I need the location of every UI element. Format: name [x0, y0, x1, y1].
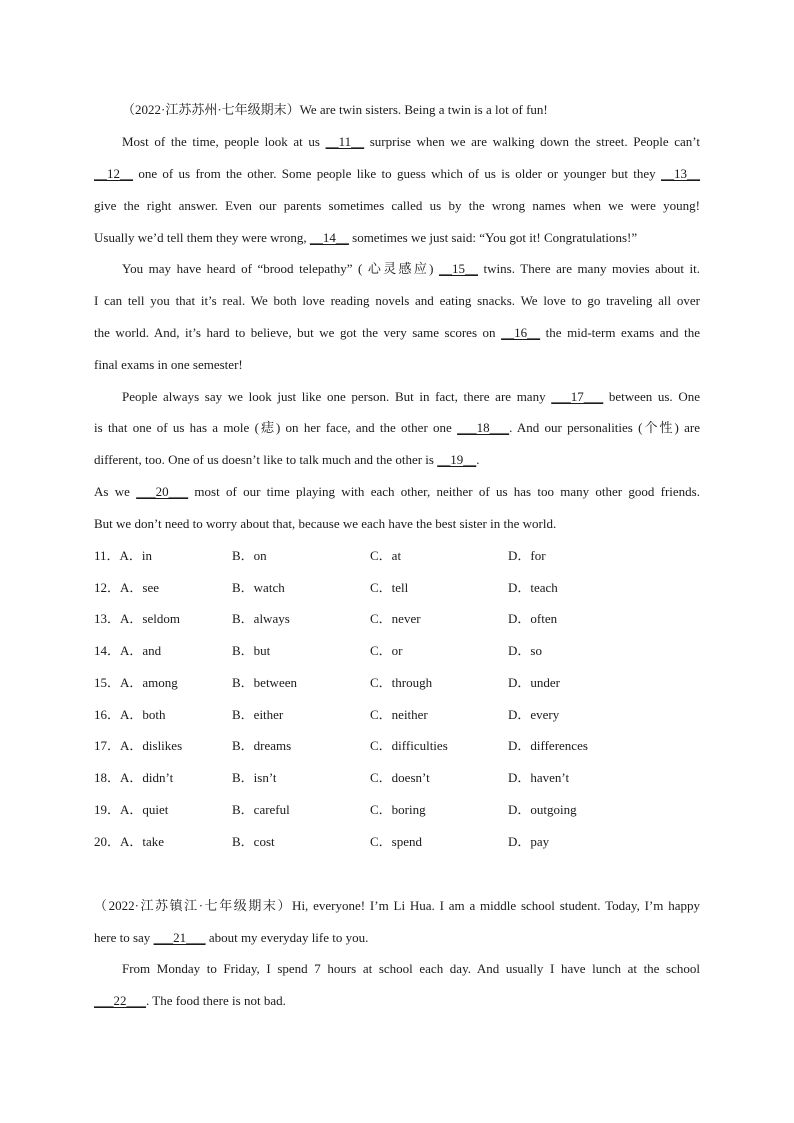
passage-text: twins. There are many movies about it. — [478, 261, 700, 276]
option-a[interactable]: A．in — [119, 548, 153, 563]
passage-text: is that one of us has a mole (痣) on her face, and the other one — [94, 420, 458, 435]
passage1-line — [94, 325, 700, 341]
option-c[interactable]: C．or — [370, 643, 403, 658]
passage1-line — [94, 420, 700, 436]
passage1-line — [122, 134, 700, 150]
option-d[interactable]: D．every — [508, 707, 560, 722]
passage-text: most of our time playing with each other, neither of us has too many other good friends. — [188, 484, 700, 499]
option-a[interactable]: A．and — [120, 643, 162, 658]
option-c[interactable]: C．boring — [370, 802, 426, 817]
passage1-line — [94, 166, 700, 182]
option-b[interactable]: B．always — [232, 611, 290, 626]
answer-blank: ___17___ — [551, 389, 604, 404]
passage1-line — [94, 516, 700, 532]
option-c[interactable]: C．through — [370, 675, 433, 690]
passage-text: I can tell you that it’s real. We both love reading novels and eating snacks. We love to go traveling all over — [94, 293, 700, 308]
question-number: 16． — [94, 707, 121, 722]
passage-text: （2022·江苏苏州·七年级期末）We are twin sisters. Being a twin is a lot of fun! — [122, 102, 548, 117]
option-a[interactable]: A．quiet — [120, 802, 169, 817]
answer-blank: ___20___ — [136, 484, 189, 499]
passage-text: final exams in one semester! — [94, 357, 243, 372]
passage1-line — [122, 261, 700, 277]
question-row — [94, 834, 654, 850]
option-c[interactable]: C．tell — [370, 580, 409, 595]
passage-text: Most of the time, people look at us — [122, 134, 326, 149]
passage-text: between us. One — [603, 389, 700, 404]
question-row — [94, 548, 654, 564]
passage-text: Usually we’d tell them they were wrong, — [94, 230, 310, 245]
question-number-and-option-a — [94, 707, 166, 723]
question-number: 18． — [94, 770, 121, 785]
passage-text: But we don’t need to worry about that, because we each have the best sister in the world. — [94, 516, 557, 531]
answer-blank: __15__ — [439, 261, 478, 276]
option-b[interactable]: B．dreams — [232, 738, 292, 753]
passage1-line — [94, 230, 700, 246]
option-b[interactable]: B．careful — [232, 802, 290, 817]
option-b[interactable]: B．cost — [232, 834, 275, 849]
passage1-line — [94, 293, 700, 309]
passage1-line — [122, 389, 700, 405]
option-c[interactable]: C．at — [370, 548, 402, 563]
option-c[interactable]: C．doesn’t — [370, 770, 430, 785]
option-b[interactable]: B．on — [232, 548, 267, 563]
passage1-intro — [122, 102, 700, 118]
passage2-intro — [94, 898, 700, 914]
question-number: 13． — [94, 611, 121, 626]
question-row — [94, 770, 654, 786]
question-number-and-option-a — [94, 580, 159, 596]
option-a[interactable]: A．take — [120, 834, 165, 849]
question-number: 17． — [94, 738, 121, 753]
answer-blank: ___18___ — [457, 420, 510, 435]
answer-blank: __13__ — [661, 166, 700, 181]
option-d[interactable]: D．for — [508, 548, 546, 563]
passage-text: People always say we look just like one person. But in fact, there are many — [122, 389, 552, 404]
passage-text: sometimes we just said: “You got it! Congratulations!” — [348, 230, 638, 245]
passage2-line — [122, 961, 700, 977]
answer-blank: __12__ — [94, 166, 133, 181]
question-number-and-option-a — [94, 738, 182, 754]
answer-blank: __11__ — [325, 134, 365, 149]
question-row — [94, 580, 654, 596]
question-row — [94, 707, 654, 723]
option-c[interactable]: C．neither — [370, 707, 428, 722]
passage-text: surprise when we are walking down the street. People can’t — [364, 134, 700, 149]
passage-text: here to say — [94, 930, 154, 945]
question-number-and-option-a — [94, 611, 180, 627]
question-number-and-option-a — [94, 802, 168, 818]
option-b[interactable]: B．either — [232, 707, 284, 722]
passage-text: . The food there is not bad. — [146, 993, 286, 1008]
passage-text: As we — [94, 484, 137, 499]
answer-blank: __16__ — [501, 325, 541, 340]
passage1-line — [94, 198, 700, 214]
option-d[interactable]: D．often — [508, 611, 558, 626]
option-a[interactable]: A．both — [120, 707, 166, 722]
question-row — [94, 738, 654, 754]
option-a[interactable]: A．among — [120, 675, 178, 690]
passage-text: about my everyday life to you. — [205, 930, 369, 945]
question-number: 12． — [94, 580, 121, 595]
question-number-and-option-a — [94, 643, 161, 659]
option-d[interactable]: D．haven’t — [508, 770, 570, 785]
option-d[interactable]: D．outgoing — [508, 802, 577, 817]
option-b[interactable]: B．watch — [232, 580, 285, 595]
passage-text: the mid-term exams and the — [540, 325, 700, 340]
question-row — [94, 643, 654, 659]
option-b[interactable]: B．isn’t — [232, 770, 277, 785]
passage-text: From Monday to Friday, I spend 7 hours at school each day. And usually I have lunch at the school — [122, 961, 700, 976]
option-d[interactable]: D．teach — [508, 580, 558, 595]
option-a[interactable]: A．seldom — [120, 611, 180, 626]
passage-text: give the right answer. Even our parents sometimes called us by the wrong names when we were young! — [94, 198, 700, 213]
passage-text: （2022·江苏镇江·七年级期末）Hi, everyone! I’m Li Hua. I am a middle school student. Today, I’m happy — [94, 898, 700, 913]
question-number-and-option-a — [94, 675, 178, 691]
passage1-line — [94, 452, 700, 468]
passage-text: You may have heard of “brood telepathy” ( 心灵感应) — [122, 261, 439, 276]
passage2-line — [94, 993, 700, 1009]
passage-text: one of us from the other. Some people like to guess which of us is older or younger but they — [133, 166, 661, 181]
question-row — [94, 611, 654, 627]
passage2-line — [94, 930, 700, 946]
question-row — [94, 675, 654, 691]
option-d[interactable]: D．so — [508, 643, 542, 658]
question-number: 14． — [94, 643, 121, 658]
option-b[interactable]: B．but — [232, 643, 271, 658]
option-c[interactable]: C．spend — [370, 834, 423, 849]
question-number: 19． — [94, 802, 121, 817]
question-number: 11． — [94, 548, 120, 563]
passage1-line — [94, 484, 700, 500]
option-a[interactable]: A．see — [120, 580, 160, 595]
question-number: 15． — [94, 675, 121, 690]
answer-blank: __19__ — [437, 452, 477, 467]
option-a[interactable]: A．didn’t — [120, 770, 174, 785]
passage-text: different, too. One of us doesn’t like to talk much and the other is — [94, 452, 438, 467]
question-row — [94, 802, 654, 818]
option-c[interactable]: C．never — [370, 611, 421, 626]
option-b[interactable]: B．between — [232, 675, 297, 690]
question-number-and-option-a — [94, 834, 164, 850]
question-number-and-option-a — [94, 548, 152, 564]
answer-blank: ___22___ — [94, 993, 146, 1008]
passage-text: . — [476, 452, 480, 467]
option-c[interactable]: C．difficulties — [370, 738, 448, 753]
passage1-line — [94, 357, 700, 373]
answer-blank: ___21___ — [153, 930, 206, 945]
question-number: 20． — [94, 834, 121, 849]
passage-text: the world. And, it’s hard to believe, but we got the very same scores on — [94, 325, 502, 340]
answer-blank: __14__ — [309, 230, 349, 245]
option-d[interactable]: D．pay — [508, 834, 550, 849]
option-a[interactable]: A．dislikes — [120, 738, 183, 753]
question-number-and-option-a — [94, 770, 173, 786]
option-d[interactable]: D．under — [508, 675, 560, 690]
passage-text: . And our personalities (个性) are — [509, 420, 700, 435]
option-d[interactable]: D．differences — [508, 738, 588, 753]
